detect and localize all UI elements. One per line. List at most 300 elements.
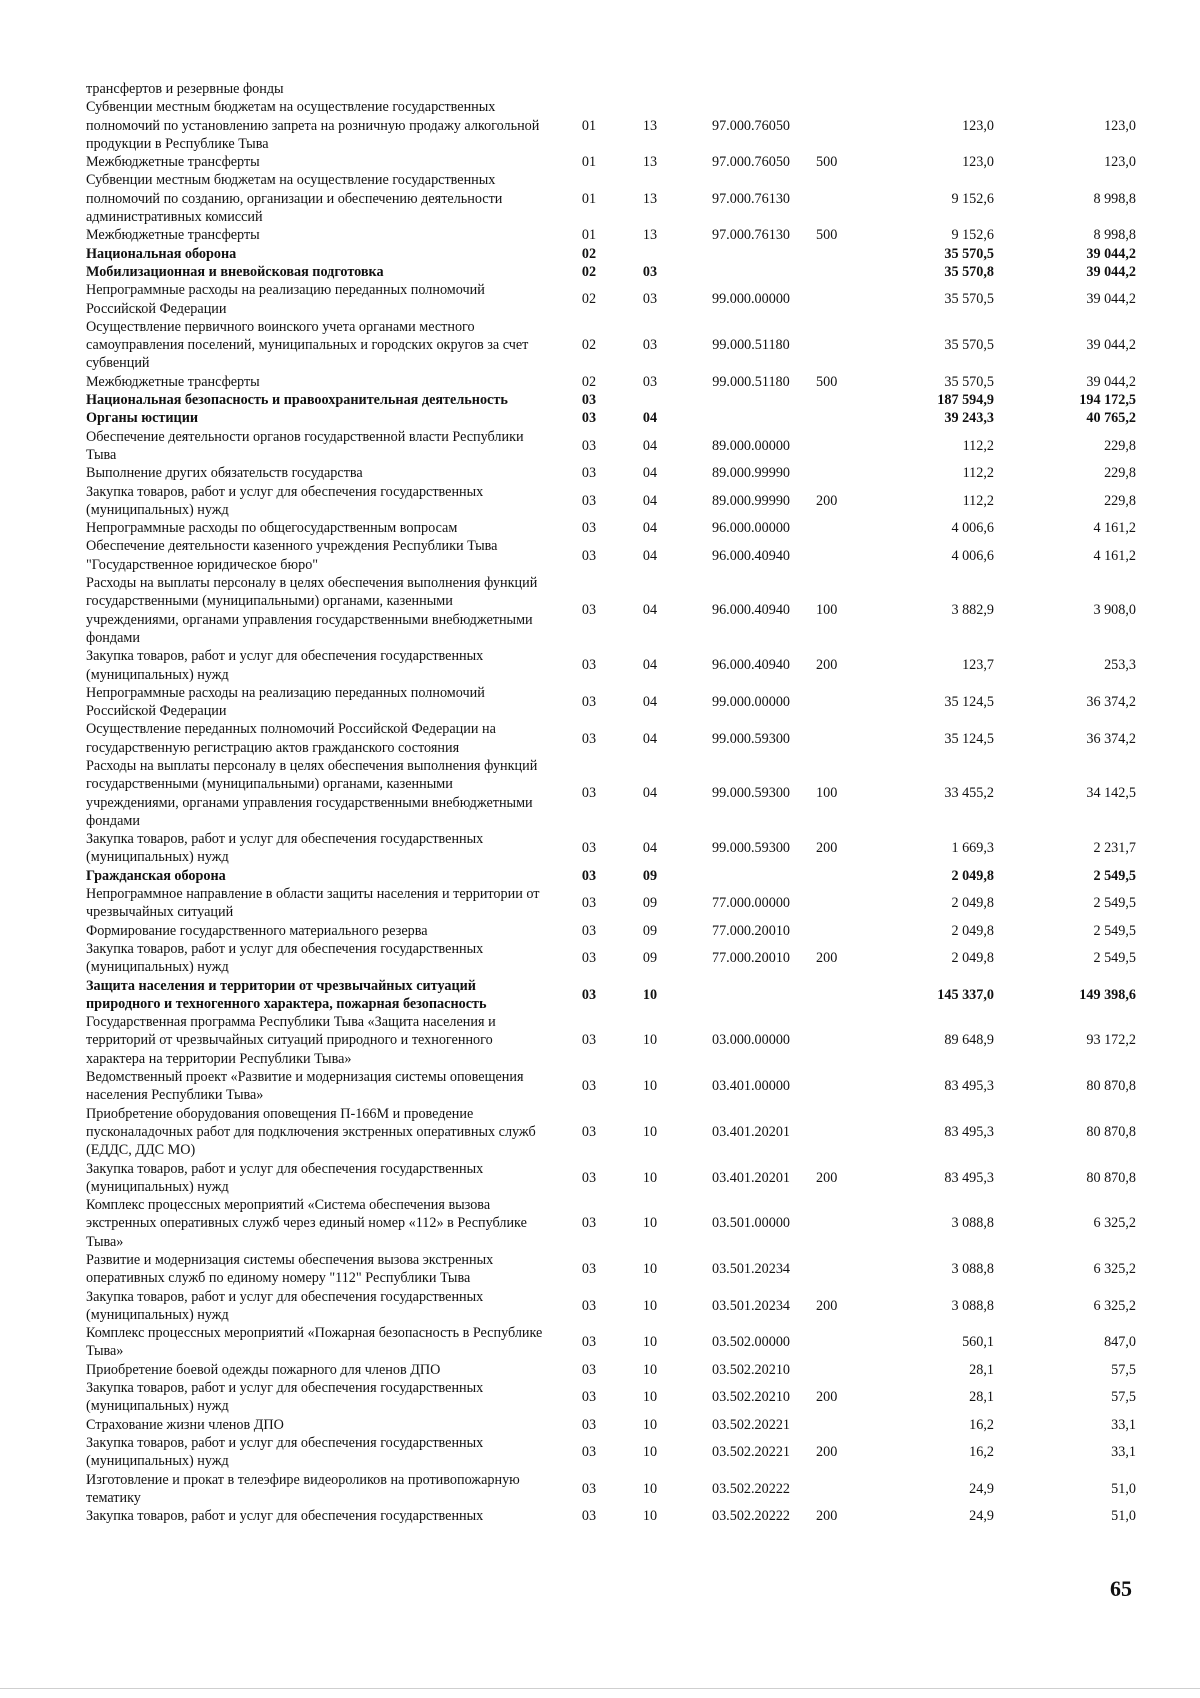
row-expense-type xyxy=(816,1105,862,1160)
row-name: трансфертов и резервные фонды xyxy=(86,81,284,97)
row-amount-year-2: 33,1 xyxy=(1111,1444,1136,1461)
row-expense-type xyxy=(816,1416,862,1434)
table-row xyxy=(86,1105,1138,1160)
row-expense-type: 200 xyxy=(816,657,838,674)
row-amount-year-1: 28,1 xyxy=(969,1389,994,1406)
row-amount-year-1: 35 570,5 xyxy=(944,337,994,354)
row-name: Непрограммные расходы на реализацию переданных полномочий Российской Федерации xyxy=(86,282,485,317)
row-amount-year-2: 57,5 xyxy=(1111,1361,1136,1378)
row-amount-year-2 xyxy=(1004,80,1138,98)
row-section-code: 03 xyxy=(581,410,597,427)
table-row xyxy=(86,940,1138,977)
row-subsection-code: 04 xyxy=(642,410,658,427)
row-section-code: 03 xyxy=(581,1508,597,1525)
row-target-article: 97.000.76130 xyxy=(711,190,791,207)
row-expense-type: 200 xyxy=(816,1169,838,1186)
row-subsection-code: 09 xyxy=(642,922,658,939)
row-subsection-code: 13 xyxy=(642,190,658,207)
table-row xyxy=(86,226,1138,244)
row-name: Непрограммные расходы на реализацию переданных полномочий Российской Федерации xyxy=(86,684,485,720)
table-row xyxy=(86,885,1138,922)
row-subsection-code: 10 xyxy=(642,1444,658,1461)
row-amount-year-1: 16,2 xyxy=(969,1416,994,1433)
row-target-article xyxy=(668,263,816,281)
row-expense-type xyxy=(816,1471,862,1508)
row-amount-year-2: 36 374,2 xyxy=(1086,730,1136,747)
row-amount-year-2: 6 325,2 xyxy=(1093,1297,1136,1314)
table-row xyxy=(86,263,1138,281)
row-subsection-code: 10 xyxy=(642,1334,658,1351)
row-target-article: 89.000.99990 xyxy=(711,492,791,509)
table-row xyxy=(86,281,1138,318)
row-target-article: 97.000.76130 xyxy=(711,227,791,244)
row-subsection-code: 09 xyxy=(642,950,658,967)
table-row xyxy=(86,245,1138,263)
row-subsection-code: 03 xyxy=(642,337,658,354)
row-name: Гражданская оборона xyxy=(86,867,226,884)
row-section-code: 03 xyxy=(581,730,597,747)
row-target-article xyxy=(668,977,816,1014)
row-section-code: 03 xyxy=(581,1416,597,1433)
row-name: Закупка товаров, работ и услуг для обеспечения государственных (муниципальных) нужд xyxy=(86,648,484,683)
row-expense-type xyxy=(816,885,862,922)
row-amount-year-2: 2 231,7 xyxy=(1093,840,1136,857)
row-name: Комплекс процессных мероприятий «Система обеспечения вызова экстренных оперативных служб через единый номер «112» в Республике Тыва» xyxy=(86,1197,527,1250)
row-expense-type xyxy=(816,1361,862,1379)
row-amount-year-2: 40 765,2 xyxy=(1086,410,1136,427)
row-name: Закупка товаров, работ и услуг для обеспечения государственных (муниципальных) нужд xyxy=(86,1434,484,1470)
row-section-code: 03 xyxy=(581,392,597,409)
row-target-article: 77.000.00000 xyxy=(711,895,791,912)
row-name: Непрограммные расходы по общегосударственным вопросам xyxy=(86,520,458,537)
row-amount-year-2: 8 998,8 xyxy=(1093,190,1136,207)
row-section-code: 02 xyxy=(581,291,597,308)
row-expense-type: 200 xyxy=(816,1389,838,1406)
row-section-code: 03 xyxy=(581,1261,597,1278)
row-amount-year-1: 24,9 xyxy=(969,1480,994,1497)
row-subsection-code: 03 xyxy=(642,263,658,280)
row-section-code: 02 xyxy=(581,245,597,262)
row-target-article: 77.000.20010 xyxy=(711,950,791,967)
row-amount-year-2: 123,0 xyxy=(1104,117,1136,134)
row-target-article: 96.000.40940 xyxy=(711,657,791,674)
row-amount-year-2: 39 044,2 xyxy=(1086,373,1136,390)
row-expense-type xyxy=(816,409,862,427)
row-subsection-code: 10 xyxy=(642,1361,658,1378)
row-subsection-code: 10 xyxy=(642,1297,658,1314)
table-row xyxy=(86,80,1138,98)
row-section-code: 03 xyxy=(581,1297,597,1314)
table-row xyxy=(86,684,1138,721)
budget-table xyxy=(86,80,1138,1525)
row-subsection-code: 10 xyxy=(642,1032,658,1049)
table-row xyxy=(86,1507,1138,1525)
row-name: Закупка товаров, работ и услуг для обеспечения государственных (муниципальных) нужд xyxy=(86,1380,484,1415)
row-amount-year-2: 39 044,2 xyxy=(1086,263,1136,280)
row-subsection-code: 13 xyxy=(642,117,658,134)
row-expense-type xyxy=(816,171,862,226)
table-row xyxy=(86,171,1138,226)
row-amount-year-2: 253,3 xyxy=(1104,657,1136,674)
row-subsection-code: 10 xyxy=(642,1389,658,1406)
row-section-code: 03 xyxy=(581,657,597,674)
row-target-article: 99.000.59300 xyxy=(711,730,791,747)
row-target-article: 03.501.20234 xyxy=(711,1261,791,1278)
row-name: Закупка товаров, работ и услуг для обеспечения государственных (муниципальных) нужд xyxy=(86,940,484,976)
row-expense-type xyxy=(816,537,862,574)
row-target-article: 99.000.00000 xyxy=(711,291,791,308)
row-amount-year-2: 2 549,5 xyxy=(1093,950,1136,967)
row-amount-year-1: 83 495,3 xyxy=(944,1169,994,1186)
row-expense-type xyxy=(816,318,862,373)
row-amount-year-1: 89 648,9 xyxy=(944,1032,994,1049)
row-name: Мобилизационная и вневойсковая подготовка xyxy=(86,263,384,280)
row-amount-year-2: 229,8 xyxy=(1104,492,1136,509)
row-expense-type: 200 xyxy=(816,950,838,967)
row-expense-type xyxy=(816,1324,862,1361)
table-row xyxy=(86,391,1138,409)
row-expense-type xyxy=(816,867,862,885)
row-section-code: 01 xyxy=(581,117,597,134)
row-subsection-code xyxy=(632,245,668,263)
row-amount-year-1: 560,1 xyxy=(962,1334,994,1351)
row-target-article: 03.502.20221 xyxy=(711,1416,791,1433)
row-subsection-code: 10 xyxy=(642,1508,658,1525)
row-amount-year-1: 123,0 xyxy=(962,154,994,171)
row-amount-year-1: 16,2 xyxy=(969,1444,994,1461)
row-section-code: 03 xyxy=(581,1389,597,1406)
row-amount-year-1: 123,7 xyxy=(962,657,994,674)
row-expense-type xyxy=(816,922,862,940)
row-expense-type xyxy=(816,684,862,721)
row-amount-year-1: 4 006,6 xyxy=(951,520,994,537)
row-amount-year-2: 847,0 xyxy=(1104,1334,1136,1351)
row-target-article: 97.000.76050 xyxy=(711,154,791,171)
row-amount-year-2: 6 325,2 xyxy=(1093,1215,1136,1232)
row-amount-year-2: 51,0 xyxy=(1111,1508,1136,1525)
row-name: Закупка товаров, работ и услуг для обеспечения государственных (муниципальных) нужд xyxy=(86,1160,484,1195)
row-target-article: 99.000.51180 xyxy=(712,337,790,354)
row-section-code: 03 xyxy=(581,867,597,884)
row-target-article: 99.000.00000 xyxy=(711,693,791,710)
row-section-code: 03 xyxy=(581,840,597,857)
row-name: Обеспечение деятельности органов государственной власти Республики Тыва xyxy=(86,428,524,463)
row-section-code: 02 xyxy=(581,337,597,354)
row-target-article: 77.000.20010 xyxy=(711,922,791,939)
row-name: Национальная безопасность и правоохранительная деятельность xyxy=(86,392,508,409)
row-name: Осуществление первичного воинского учета органами местного самоуправления поселений, муниципальных и городских округов за счет субвенций xyxy=(86,318,529,372)
row-amount-year-1 xyxy=(862,80,1004,98)
row-section-code: 03 xyxy=(581,465,597,482)
row-expense-type xyxy=(816,1068,862,1105)
row-expense-type xyxy=(816,391,862,409)
row-subsection-code: 03 xyxy=(642,373,658,390)
table-row xyxy=(86,519,1138,537)
row-subsection-code: 10 xyxy=(642,1123,658,1140)
row-amount-year-1: 187 594,9 xyxy=(937,392,994,409)
row-section-code: 03 xyxy=(581,1480,597,1497)
row-section-code: 03 xyxy=(581,547,597,564)
table-row xyxy=(86,464,1138,482)
table-row xyxy=(86,318,1138,373)
table-row xyxy=(86,1434,1138,1471)
row-expense-type: 500 xyxy=(816,154,838,171)
row-name: Закупка товаров, работ и услуг для обеспечения государственных (муниципальных) нужд xyxy=(86,1288,484,1323)
table-row xyxy=(86,647,1138,684)
row-amount-year-1: 2 049,8 xyxy=(951,867,994,884)
row-amount-year-2: 36 374,2 xyxy=(1086,693,1136,710)
row-amount-year-1: 112,2 xyxy=(962,492,994,509)
row-amount-year-2: 6 325,2 xyxy=(1093,1261,1136,1278)
row-name: Субвенции местным бюджетам на осуществление государственных полномочий по установлению запрета на розничную продажу алкогольной продукции в Республике Тыва xyxy=(86,99,540,152)
table-row xyxy=(86,1196,1138,1251)
row-target-article: 99.000.59300 xyxy=(711,785,791,802)
row-amount-year-1: 35 570,5 xyxy=(944,245,994,262)
row-target-article: 03.501.20234 xyxy=(711,1297,791,1314)
row-target-article: 03.502.20222 xyxy=(711,1480,791,1497)
row-name: Комплекс процессных мероприятий «Пожарная безопасность в Республике Тыва» xyxy=(86,1325,543,1360)
row-section-code: 03 xyxy=(581,437,597,454)
table-row xyxy=(86,98,1138,153)
row-name: Формирование государственного материального резерва xyxy=(86,922,428,939)
row-subsection-code: 10 xyxy=(642,1261,658,1278)
page-number: 65 xyxy=(1110,1576,1132,1601)
row-section-code: 03 xyxy=(581,1361,597,1378)
row-name: Приобретение боевой одежды пожарного для членов ДПО xyxy=(86,1361,441,1378)
table-row xyxy=(86,1361,1138,1379)
row-target-article: 03.501.00000 xyxy=(711,1215,791,1232)
row-amount-year-1: 35 570,8 xyxy=(944,263,994,280)
row-subsection-code: 04 xyxy=(642,657,658,674)
row-subsection-code xyxy=(632,80,668,98)
row-section-code: 03 xyxy=(581,1169,597,1186)
row-amount-year-2: 4 161,2 xyxy=(1093,547,1136,564)
row-target-article: 89.000.99990 xyxy=(711,465,791,482)
row-expense-type: 200 xyxy=(816,1508,838,1525)
row-name: Расходы на выплаты персоналу в целях обеспечения выполнения функций государственными (муниципальными) органами, казенными учреждениями, органами управления государственными внебюджетными фондами xyxy=(86,575,538,646)
table-row xyxy=(86,483,1138,520)
row-expense-type: 200 xyxy=(816,1444,838,1461)
row-amount-year-1: 35 124,5 xyxy=(944,730,994,747)
budget-table-body xyxy=(86,80,1138,1525)
row-subsection-code: 04 xyxy=(642,465,658,482)
row-expense-type xyxy=(816,428,862,465)
row-amount-year-2: 3 908,0 xyxy=(1093,602,1136,619)
row-section-code: 01 xyxy=(581,227,597,244)
row-name: Развитие и модернизация системы обеспечения вызова экстренных оперативных служб по единому номеру "112" Республики Тыва xyxy=(86,1252,494,1287)
row-target-article: 03.401.20201 xyxy=(711,1123,791,1140)
row-section-code: 03 xyxy=(581,1078,597,1095)
row-target-article: 89.000.00000 xyxy=(711,437,791,454)
row-subsection-code: 10 xyxy=(642,1215,658,1232)
row-section-code: 03 xyxy=(581,693,597,710)
row-name: Изготовление и прокат в телеэфире видеороликов на противопожарную тематику xyxy=(86,1471,520,1506)
table-row xyxy=(86,720,1138,757)
row-target-article: 03.502.20222 xyxy=(711,1508,791,1525)
table-row xyxy=(86,1251,1138,1288)
row-amount-year-1: 3 088,8 xyxy=(951,1215,994,1232)
row-amount-year-2: 80 870,8 xyxy=(1086,1123,1136,1140)
row-amount-year-2: 39 044,2 xyxy=(1086,245,1136,262)
row-amount-year-1: 28,1 xyxy=(969,1361,994,1378)
row-expense-type xyxy=(816,1196,862,1251)
row-target-article: 96.000.00000 xyxy=(711,520,791,537)
row-section-code: 03 xyxy=(581,1334,597,1351)
row-section-code: 03 xyxy=(581,895,597,912)
row-name: Национальная оборона xyxy=(86,245,237,262)
row-expense-type xyxy=(816,720,862,757)
row-subsection-code: 10 xyxy=(642,1480,658,1497)
row-expense-type: 200 xyxy=(816,492,838,509)
row-name: Межбюджетные трансферты xyxy=(86,373,260,390)
row-name: Закупка товаров, работ и услуг для обеспечения государственных xyxy=(86,1508,484,1525)
row-expense-type: 200 xyxy=(816,1297,838,1314)
row-amount-year-1: 9 152,6 xyxy=(951,227,994,244)
row-name: Выполнение других обязательств государства xyxy=(86,465,363,482)
row-section-code: 02 xyxy=(581,263,597,280)
row-subsection-code: 09 xyxy=(642,895,658,912)
row-amount-year-2: 39 044,2 xyxy=(1086,291,1136,308)
row-amount-year-2: 229,8 xyxy=(1104,465,1136,482)
row-amount-year-1: 24,9 xyxy=(969,1508,994,1525)
table-row xyxy=(86,153,1138,171)
row-target-article: 03.502.00000 xyxy=(711,1334,791,1351)
row-expense-type xyxy=(816,98,862,153)
row-subsection-code: 13 xyxy=(642,154,658,171)
row-subsection-code: 10 xyxy=(642,1078,658,1095)
row-name: Ведомственный проект «Развитие и модернизация системы оповещения населения Республики Тыва» xyxy=(86,1069,524,1104)
table-row xyxy=(86,428,1138,465)
row-section-code: 02 xyxy=(581,373,597,390)
table-row xyxy=(86,1288,1138,1325)
row-amount-year-2: 229,8 xyxy=(1104,437,1136,454)
row-amount-year-2: 2 549,5 xyxy=(1093,867,1136,884)
row-target-article: 03.502.20221 xyxy=(711,1444,791,1461)
row-expense-type xyxy=(816,977,862,1014)
row-subsection-code: 04 xyxy=(642,547,658,564)
row-section-code: 03 xyxy=(581,1032,597,1049)
row-expense-type: 100 xyxy=(816,602,838,619)
row-target-article: 03.502.20210 xyxy=(711,1361,791,1378)
row-name: Обеспечение деятельности казенного учреждения Республики Тыва "Государственное юридическое бюро" xyxy=(86,538,498,573)
table-row xyxy=(86,409,1138,427)
row-name: Непрограммное направление в области защиты населения и территории от чрезвычайных ситуаций xyxy=(86,886,540,921)
row-section-code xyxy=(546,80,632,98)
row-amount-year-1: 39 243,3 xyxy=(944,410,994,427)
row-name: Приобретение оборудования оповещения П-166М и проведение пусконаладочных работ для подключения экстренных оперативных служб (ЕДДС, ДДС МО) xyxy=(86,1105,536,1159)
row-subsection-code: 04 xyxy=(642,520,658,537)
table-row xyxy=(86,537,1138,574)
row-target-article: 96.000.40940 xyxy=(711,547,791,564)
row-section-code: 03 xyxy=(581,950,597,967)
row-amount-year-1: 35 570,5 xyxy=(944,373,994,390)
row-section-code: 03 xyxy=(581,1215,597,1232)
row-section-code: 03 xyxy=(581,986,597,1003)
row-expense-type xyxy=(816,80,862,98)
row-amount-year-1: 2 049,8 xyxy=(951,922,994,939)
row-section-code: 03 xyxy=(581,922,597,939)
row-expense-type xyxy=(816,1251,862,1288)
row-target-article xyxy=(668,867,816,885)
row-expense-type xyxy=(816,464,862,482)
row-amount-year-1: 3 088,8 xyxy=(951,1297,994,1314)
row-amount-year-1: 2 049,8 xyxy=(951,895,994,912)
row-name: Страхование жизни членов ДПО xyxy=(86,1416,284,1433)
table-row xyxy=(86,373,1138,391)
row-amount-year-1: 83 495,3 xyxy=(944,1123,994,1140)
row-amount-year-2: 123,0 xyxy=(1104,154,1136,171)
row-amount-year-2: 80 870,8 xyxy=(1086,1078,1136,1095)
row-subsection-code: 10 xyxy=(642,1169,658,1186)
row-target-article: 03.502.20210 xyxy=(711,1389,791,1406)
row-subsection-code: 04 xyxy=(642,602,658,619)
row-section-code: 03 xyxy=(581,1444,597,1461)
row-name: Расходы на выплаты персоналу в целях обеспечения выполнения функций государственными (муниципальными) органами, казенными учреждениями, органами управления государственными внебюджетными фондами xyxy=(86,757,538,829)
row-subsection-code xyxy=(632,391,668,409)
row-subsection-code: 04 xyxy=(642,437,658,454)
row-expense-type xyxy=(816,1013,862,1068)
row-amount-year-1: 2 049,8 xyxy=(951,950,994,967)
row-subsection-code: 13 xyxy=(642,227,658,244)
row-subsection-code: 04 xyxy=(642,693,658,710)
row-name: Закупка товаров, работ и услуг для обеспечения государственных (муниципальных) нужд xyxy=(86,483,484,518)
row-name: Государственная программа Республики Тыва «Защита населения и территорий от чрезвычайных ситуаций природного и техногенного характера на территории Республики Тыва» xyxy=(86,1014,496,1067)
row-amount-year-2: 33,1 xyxy=(1111,1416,1136,1433)
row-expense-type xyxy=(816,519,862,537)
row-name: Осуществление переданных полномочий Российской Федерации на государственную регистрацию актов гражданского состояния xyxy=(86,721,496,756)
table-row xyxy=(86,977,1138,1014)
row-subsection-code: 03 xyxy=(642,291,658,308)
row-amount-year-1: 4 006,6 xyxy=(951,547,994,564)
row-section-code: 01 xyxy=(581,190,597,207)
row-target-article: 99.000.51180 xyxy=(712,373,790,390)
row-target-article: 03.401.20201 xyxy=(711,1169,791,1186)
row-amount-year-2: 8 998,8 xyxy=(1093,227,1136,244)
row-expense-type: 200 xyxy=(816,840,838,857)
row-expense-type xyxy=(816,281,862,318)
row-target-article xyxy=(668,80,816,98)
table-row xyxy=(86,867,1138,885)
row-expense-type: 100 xyxy=(816,785,838,802)
row-amount-year-2: 39 044,2 xyxy=(1086,337,1136,354)
row-amount-year-2: 4 161,2 xyxy=(1093,520,1136,537)
table-row xyxy=(86,1013,1138,1068)
row-expense-type xyxy=(816,245,862,263)
row-section-code: 03 xyxy=(581,1123,597,1140)
row-amount-year-2: 2 549,5 xyxy=(1093,922,1136,939)
table-row xyxy=(86,574,1138,647)
row-target-article: 99.000.59300 xyxy=(711,840,791,857)
row-expense-type xyxy=(816,263,862,281)
row-amount-year-2: 93 172,2 xyxy=(1086,1032,1136,1049)
table-row xyxy=(86,1160,1138,1197)
row-amount-year-1: 112,2 xyxy=(962,437,994,454)
row-amount-year-2: 57,5 xyxy=(1111,1389,1136,1406)
row-amount-year-1: 112,2 xyxy=(962,465,994,482)
table-row xyxy=(86,1068,1138,1105)
row-amount-year-1: 123,0 xyxy=(962,117,994,134)
row-amount-year-1: 35 124,5 xyxy=(944,693,994,710)
bottom-scan-line xyxy=(0,1688,1200,1689)
row-amount-year-1: 145 337,0 xyxy=(937,986,994,1003)
row-subsection-code: 04 xyxy=(642,785,658,802)
row-target-article xyxy=(668,391,816,409)
row-amount-year-1: 1 669,3 xyxy=(951,840,994,857)
row-target-article: 03.000.00000 xyxy=(711,1032,791,1049)
row-amount-year-2: 34 142,5 xyxy=(1086,785,1136,802)
table-row xyxy=(86,1324,1138,1361)
row-expense-type: 500 xyxy=(816,227,838,244)
